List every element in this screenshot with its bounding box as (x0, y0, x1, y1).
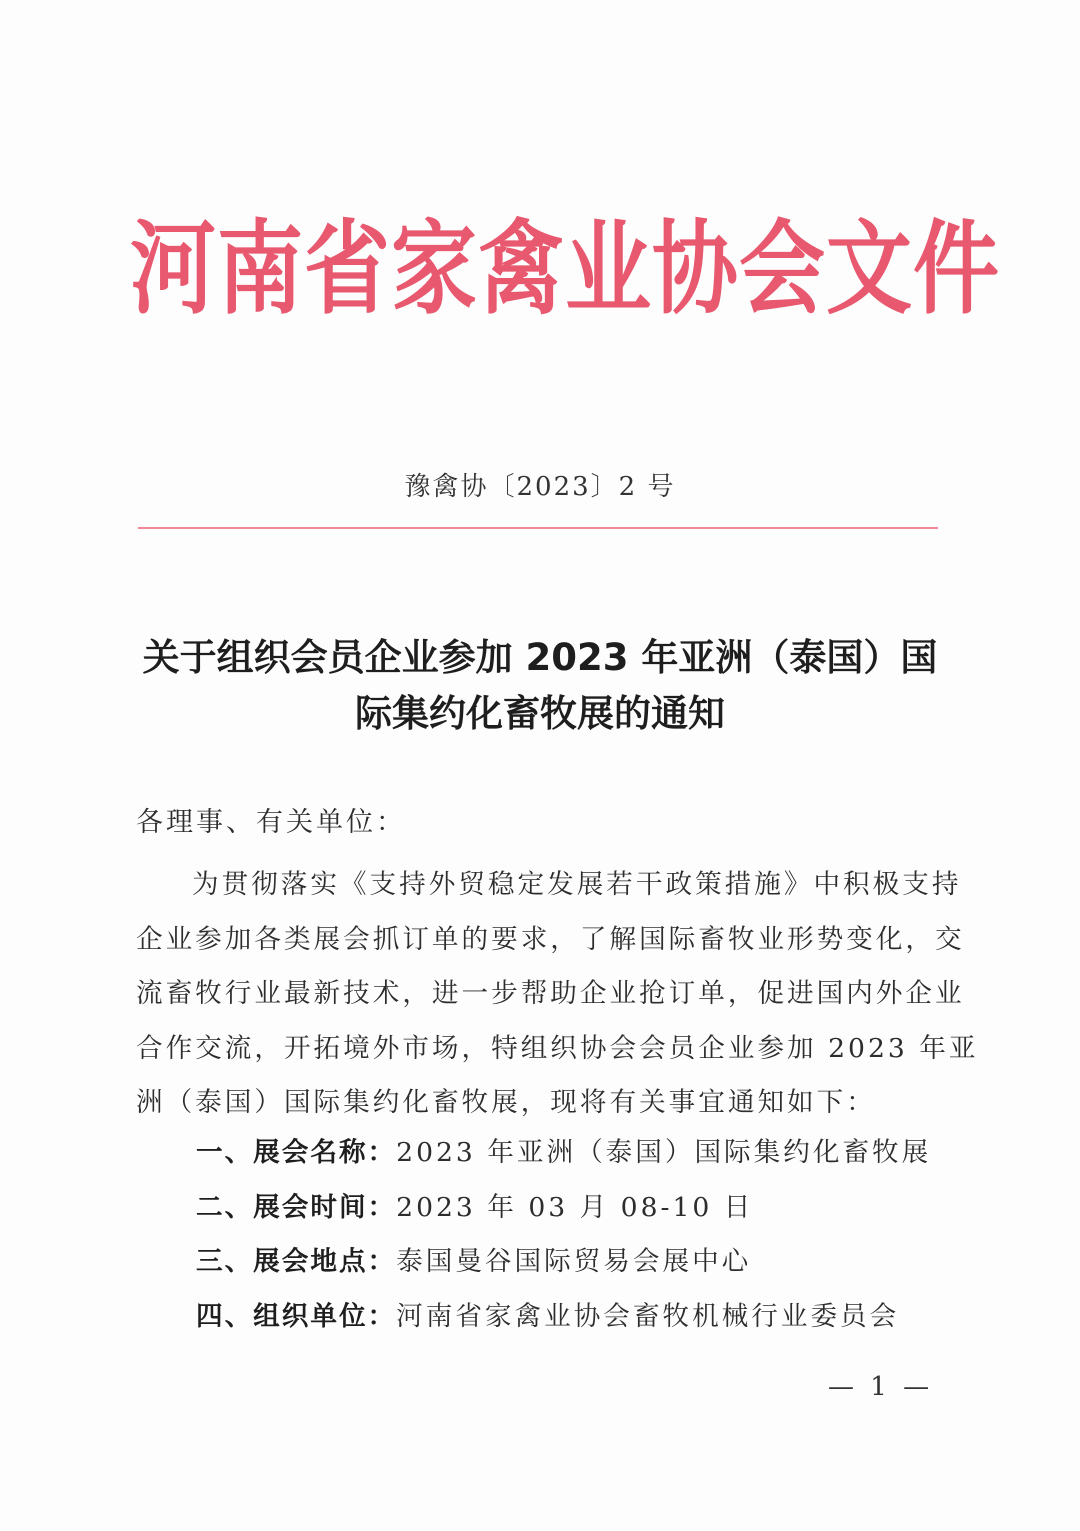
body-line: 洲（泰国）国际集约化畜牧展，现将有关事宜通知如下： (136, 1087, 876, 1118)
notice-title-line-1: 关于组织会员企业参加 2023 年亚洲（泰国）国 (142, 636, 938, 679)
notice-item-exhibition-name (196, 1126, 956, 1181)
masthead-divider (138, 527, 938, 529)
item-label: 四、组织单位： (196, 1300, 397, 1332)
document-number: 豫禽协〔2023〕2 号 (404, 472, 676, 502)
item-value: 2023 年亚洲（泰国）国际集约化畜牧展 (396, 1137, 932, 1168)
item-label: 二、展会时间： (196, 1191, 397, 1223)
item-value: 河南省家禽业协会畜牧机械行业委员会 (396, 1300, 900, 1332)
body-line: 合作交流，开拓境外市场，特组织协会会员企业参加 2023 年亚 (136, 1032, 979, 1064)
item-value: 2023 年 03 月 08-10 日 (396, 1191, 754, 1223)
item-label: 三、展会地点： (196, 1246, 397, 1277)
item-label: 一、展会名称： (196, 1137, 397, 1168)
item-value: 泰国曼谷国际贸易会展中心 (396, 1246, 752, 1277)
notice-item-exhibition-time (196, 1181, 956, 1236)
page-number: — 1 — (828, 1372, 934, 1402)
notice-items-list (196, 1126, 956, 1344)
body-line: 为贯彻落实《支持外贸稳定发展若干政策措施》中积极支持 (192, 869, 962, 900)
body-line: 流畜牧行业最新技术，进一步帮助企业抢订单，促进国内外企业 (136, 978, 965, 1009)
notice-title (130, 630, 950, 742)
notice-item-exhibition-venue (196, 1235, 956, 1290)
body-line: 企业参加各类展会抓订单的要求，了解国际畜牧业形势变化，交 (136, 923, 965, 955)
masthead-title: 河南省家禽业协会文件 (130, 211, 1000, 329)
notice-item-organizer (196, 1290, 956, 1345)
notice-title-line-2: 际集约化畜牧展的通知 (355, 692, 725, 735)
salutation: 各理事、有关单位： (136, 807, 406, 838)
body-paragraph (136, 858, 979, 1131)
